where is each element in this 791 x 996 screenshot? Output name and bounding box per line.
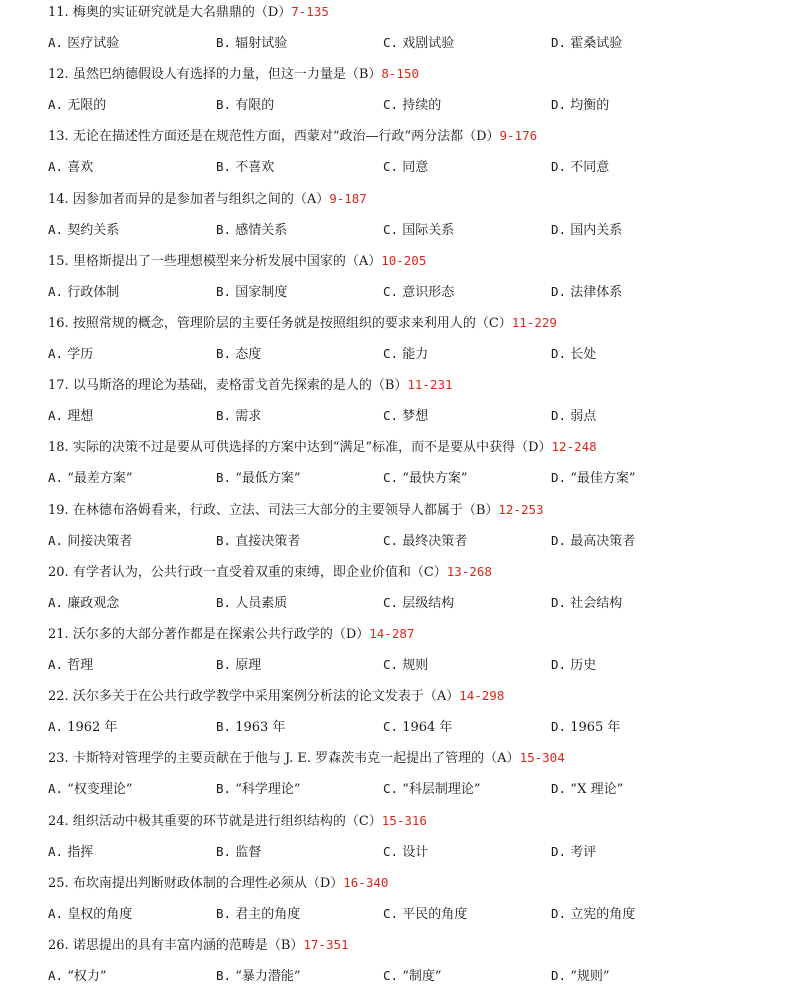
option-a [48, 94, 106, 116]
option-letter: C. [383, 470, 399, 486]
option-a [48, 778, 133, 800]
option-letter: A. [48, 283, 64, 299]
option-letter: A. [48, 781, 64, 797]
option-text: 监督 [235, 844, 262, 860]
option-c [383, 841, 428, 863]
option-letter: B. [216, 159, 232, 175]
option-text: 有限的 [235, 98, 275, 114]
question-text: 诺思提出的具有丰富内涵的范畴是（B） [72, 938, 304, 953]
question-stem [48, 436, 597, 458]
option-text: 层级结构 [402, 595, 455, 611]
question-number: 12 [48, 67, 65, 83]
question-number-dot: . [64, 5, 73, 20]
option-letter: B. [216, 283, 232, 299]
option-letter: C. [383, 346, 399, 361]
question-stem [48, 561, 492, 583]
option-d [551, 530, 635, 552]
question-stem [48, 250, 426, 272]
question-block [0, 125, 791, 187]
question-text: 无论在描述性方面还是在规范性方面，西蒙对“政治—行政”两分法都（D） [72, 129, 500, 145]
option-a [48, 281, 119, 303]
question-number-dot: . [64, 67, 73, 83]
option-text: 社会结构 [570, 595, 623, 611]
question-text: 实际的决策不过是要从可供选择的方案中达到“满足”标准，而不是要从中获得（D） [72, 440, 552, 456]
option-letter: A. [48, 657, 64, 672]
option-b [216, 343, 261, 365]
option-a [48, 903, 132, 925]
option-c [383, 530, 467, 552]
question-text: 沃尔多关于在公共行政学教学中采用案例分析法的论文发表于（A） [72, 689, 460, 705]
option-text: “最佳方案” [570, 471, 636, 487]
option-letter: A. [48, 35, 64, 50]
option-text: 戏剧试验 [402, 36, 455, 51]
page-reference: 15-304 [519, 750, 565, 766]
option-text: “最快方案” [402, 471, 468, 487]
question-text: 有学者认为，公共行政一直受着双重的束缚，即企业价值和（C） [72, 564, 447, 580]
option-letter: C. [383, 843, 399, 859]
option-letter: D. [551, 408, 567, 424]
page-reference: 8-150 [381, 66, 420, 82]
option-text: “权力” [67, 969, 107, 984]
option-letter: D. [551, 594, 567, 610]
option-d [551, 405, 596, 427]
option-letter: B. [216, 781, 232, 797]
question-block [0, 436, 791, 498]
option-letter: C. [383, 35, 399, 50]
option-text: “权变理论” [67, 782, 133, 798]
option-text: 辐射试验 [235, 36, 288, 51]
question-block [0, 561, 791, 623]
option-text: 国家制度 [235, 284, 288, 300]
question-number-dot: . [64, 316, 73, 331]
question-block [0, 312, 791, 374]
option-c [383, 94, 441, 116]
option-d [551, 841, 596, 863]
option-b [216, 467, 301, 489]
option-text: 行政体制 [67, 284, 120, 300]
page-reference: 11-231 [407, 377, 453, 393]
option-text: 最终决策者 [402, 533, 468, 549]
option-text: 间接决策者 [67, 533, 133, 549]
option-letter: A. [48, 221, 64, 237]
option-text: 原理 [235, 658, 262, 673]
question-stem [48, 312, 557, 334]
question-number-dot: . [64, 938, 73, 953]
option-a [48, 32, 119, 54]
option-letter: C. [383, 408, 399, 424]
question-number-dot: . [64, 378, 73, 394]
option-letter: A. [48, 968, 64, 983]
page-reference: 14-298 [459, 688, 505, 704]
option-text: 1964 年 [402, 720, 453, 736]
question-text: 组织活动中极其重要的环节就是进行组织结构的（C） [72, 813, 382, 829]
option-text: “最低方案” [235, 471, 301, 487]
option-letter: A. [48, 532, 64, 548]
option-a [48, 841, 93, 863]
option-text: 喜欢 [67, 160, 94, 176]
option-letter: A. [48, 843, 64, 859]
question-block [0, 872, 791, 934]
question-number: 23 [48, 751, 65, 767]
question-number: 25 [48, 875, 65, 891]
option-d [551, 778, 623, 800]
option-text: 感情关系 [235, 222, 288, 238]
option-text: “规则” [570, 969, 610, 984]
option-letter: C. [383, 719, 399, 735]
option-a [48, 654, 93, 676]
option-text: 无限的 [67, 98, 107, 114]
option-text: “制度” [402, 969, 442, 984]
option-letter: C. [383, 221, 399, 237]
option-b [216, 32, 287, 54]
option-letter: C. [383, 968, 399, 983]
option-c [383, 405, 428, 427]
option-letter: A. [48, 159, 64, 175]
question-text: 虽然巴纳德假设人有选择的力量，但这一力量是（B） [72, 67, 382, 83]
question-stem [48, 125, 537, 147]
option-letter: B. [216, 470, 232, 486]
option-a [48, 530, 132, 552]
option-d [551, 716, 620, 738]
question-stem [48, 747, 565, 769]
option-b [216, 530, 300, 552]
option-b [216, 405, 261, 427]
option-text: 考评 [570, 844, 597, 860]
option-letter: B. [216, 346, 232, 361]
option-text: 廉政观念 [67, 595, 120, 611]
question-stem [48, 374, 453, 396]
question-text: 在林德布洛姆看来，行政、立法、司法三大部分的主要领导人都属于（B） [72, 502, 499, 518]
option-letter: C. [383, 283, 399, 299]
option-letter: D. [551, 159, 567, 175]
option-letter: B. [216, 532, 232, 548]
question-number: 24 [48, 813, 65, 829]
option-text: 学历 [67, 347, 94, 362]
option-letter: C. [383, 532, 399, 548]
option-text: “最差方案” [67, 471, 133, 487]
option-text: 意识形态 [402, 284, 455, 300]
option-letter: D. [551, 905, 567, 921]
option-letter: D. [551, 781, 567, 797]
option-letter: D. [551, 657, 567, 672]
question-stem [48, 934, 349, 956]
option-letter: A. [48, 97, 64, 113]
option-letter: A. [48, 905, 64, 921]
option-letter: A. [48, 408, 64, 424]
option-a [48, 965, 107, 987]
option-text: “X 理论” [570, 782, 624, 798]
option-text: “科学理论” [235, 782, 301, 798]
question-number-dot: . [64, 440, 73, 456]
option-letter: B. [216, 719, 232, 735]
question-stem [48, 499, 544, 521]
option-a [48, 716, 117, 738]
option-text: 需求 [235, 409, 262, 425]
option-letter: B. [216, 35, 232, 50]
option-b [216, 903, 300, 925]
question-number: 13 [48, 129, 65, 145]
option-c [383, 903, 467, 925]
option-text: 医疗试验 [67, 36, 120, 51]
question-number: 26 [48, 938, 65, 953]
option-letter: A. [48, 719, 64, 735]
question-block [0, 934, 791, 996]
option-text: 直接决策者 [235, 533, 301, 549]
option-b [216, 841, 261, 863]
option-letter: D. [551, 346, 567, 361]
question-stem [48, 1, 329, 23]
option-text: 最高决策者 [570, 533, 636, 549]
question-text: 以马斯洛的理论为基础，麦格雷戈首先探索的是人的（B） [72, 378, 408, 394]
question-number: 16 [48, 316, 65, 331]
question-block [0, 63, 791, 125]
question-block [0, 810, 791, 872]
option-letter: D. [551, 719, 567, 735]
option-b [216, 219, 287, 241]
option-letter: D. [551, 470, 567, 486]
option-d [551, 343, 596, 365]
option-d [551, 156, 609, 178]
question-number-dot: . [64, 129, 73, 145]
question-stem [48, 188, 367, 210]
question-number: 15 [48, 253, 65, 269]
question-number-dot: . [64, 875, 73, 891]
question-block [0, 499, 791, 561]
option-b [216, 778, 301, 800]
option-text: 能力 [402, 347, 429, 362]
option-text: 1962 年 [67, 720, 118, 736]
option-a [48, 156, 93, 178]
option-letter: C. [383, 159, 399, 175]
option-d [551, 94, 609, 116]
question-stem [48, 810, 427, 832]
option-b [216, 592, 287, 614]
option-letter: B. [216, 221, 232, 237]
option-letter: B. [216, 97, 232, 113]
page-reference: 11-229 [511, 315, 557, 330]
question-stem [48, 872, 388, 894]
option-a [48, 405, 93, 427]
option-letter: B. [216, 905, 232, 921]
option-text: 君主的角度 [235, 906, 301, 922]
question-number: 14 [48, 191, 65, 207]
option-c [383, 467, 468, 489]
option-text: 均衡的 [570, 98, 610, 114]
option-a [48, 343, 93, 365]
option-text: 长处 [570, 347, 597, 362]
option-text: 1965 年 [570, 720, 621, 736]
option-letter: D. [551, 221, 567, 237]
question-number: 18 [48, 440, 65, 456]
option-d [551, 903, 635, 925]
question-stem [48, 63, 419, 85]
option-text: 哲理 [67, 658, 94, 673]
option-a [48, 467, 133, 489]
option-letter: B. [216, 843, 232, 859]
option-letter: D. [551, 532, 567, 548]
option-letter: A. [48, 594, 64, 610]
option-text: 弱点 [570, 409, 597, 425]
question-number: 17 [48, 378, 65, 394]
option-letter: B. [216, 968, 232, 983]
option-letter: C. [383, 97, 399, 113]
option-letter: B. [216, 594, 232, 610]
question-block [0, 623, 791, 685]
option-b [216, 94, 274, 116]
option-c [383, 654, 428, 676]
option-c [383, 592, 454, 614]
question-number-dot: . [64, 253, 73, 269]
question-number-dot: . [64, 564, 73, 580]
option-text: “科层制理论” [402, 782, 481, 798]
question-block [0, 250, 791, 312]
option-text: 同意 [402, 160, 429, 176]
option-text: 霍桑试验 [570, 36, 623, 51]
option-b [216, 965, 301, 987]
option-text: 持续的 [402, 98, 442, 114]
option-c [383, 156, 428, 178]
option-text: 1963 年 [235, 720, 286, 736]
question-number-dot: . [64, 191, 73, 207]
option-letter: A. [48, 470, 64, 486]
question-text: 梅奥的实证研究就是大名鼎鼎的（D） [72, 5, 292, 20]
question-text: 里格斯提出了一些理想模型来分析发展中国家的（A） [72, 253, 382, 269]
option-text: “暴力潜能” [235, 969, 301, 984]
question-number-dot: . [64, 627, 73, 642]
page-reference: 7-135 [291, 4, 329, 19]
option-b [216, 281, 287, 303]
option-d [551, 219, 622, 241]
option-text: 国内关系 [570, 222, 623, 238]
option-c [383, 281, 454, 303]
page-reference: 14-287 [369, 626, 415, 641]
question-block [0, 1, 791, 63]
option-text: 皇权的角度 [67, 906, 133, 922]
page-reference: 12-253 [498, 501, 544, 517]
option-d [551, 592, 622, 614]
option-letter: B. [216, 657, 232, 672]
question-number: 20 [48, 564, 65, 580]
option-d [551, 654, 596, 676]
option-text: 国际关系 [402, 222, 455, 238]
option-c [383, 778, 481, 800]
option-letter: D. [551, 968, 567, 983]
page-reference: 10-205 [381, 252, 427, 268]
option-text: 不同意 [570, 160, 610, 176]
question-number: 22 [48, 689, 65, 705]
option-text: 理想 [67, 409, 94, 425]
option-b [216, 654, 261, 676]
page-reference: 13-268 [446, 563, 492, 579]
option-letter: B. [216, 408, 232, 424]
option-text: 不喜欢 [235, 160, 275, 176]
question-text: 布坎南提出判断财政体制的合理性必须从（D） [72, 875, 344, 891]
page-reference: 15-316 [381, 812, 427, 828]
option-text: 法律体系 [570, 284, 623, 300]
option-letter: C. [383, 781, 399, 797]
question-number: 19 [48, 502, 65, 518]
option-c [383, 716, 452, 738]
page-reference: 9-176 [499, 128, 538, 144]
page-reference: 12-248 [551, 439, 597, 455]
question-number: 21 [48, 627, 65, 642]
option-d [551, 965, 610, 987]
option-c [383, 965, 442, 987]
question-number: 11 [48, 5, 65, 20]
option-c [383, 219, 454, 241]
option-b [216, 716, 285, 738]
option-text: 历史 [570, 658, 597, 673]
question-number-dot: . [64, 813, 73, 829]
option-b [216, 156, 274, 178]
option-d [551, 467, 636, 489]
question-block [0, 747, 791, 809]
option-letter: D. [551, 35, 567, 50]
option-text: 人员素质 [235, 595, 288, 611]
page-reference: 17-351 [303, 937, 349, 952]
option-letter: C. [383, 905, 399, 921]
option-d [551, 281, 622, 303]
question-number-dot: . [64, 689, 73, 705]
option-text: 设计 [402, 844, 429, 860]
option-text: 指挥 [67, 844, 94, 860]
option-letter: C. [383, 594, 399, 610]
page-reference: 9-187 [329, 190, 367, 206]
option-text: 立宪的角度 [570, 906, 636, 922]
question-stem [48, 623, 414, 645]
option-c [383, 32, 454, 54]
question-block [0, 374, 791, 436]
question-text: 卡斯特对管理学的主要贡献在于他与 J. E. 罗森茨韦克一起提出了管理的（A） [72, 751, 520, 767]
question-block [0, 685, 791, 747]
question-text: 沃尔多的大部分著作都是在探索公共行政学的（D） [72, 627, 370, 642]
option-c [383, 343, 428, 365]
option-a [48, 592, 119, 614]
question-text: 按照常规的概念，管理阶层的主要任务就是按照组织的要求来利用人的（C） [72, 316, 512, 331]
option-text: 梦想 [402, 409, 429, 425]
question-number-dot: . [64, 502, 73, 518]
option-text: 契约关系 [67, 222, 120, 238]
option-text: 规则 [402, 658, 429, 673]
page-reference: 16-340 [343, 874, 389, 890]
question-stem [48, 685, 504, 707]
option-letter: C. [383, 657, 399, 672]
question-text: 因参加者而异的是参加者与组织之间的（A） [72, 191, 330, 207]
question-block [0, 188, 791, 250]
option-letter: D. [551, 97, 567, 113]
option-a [48, 219, 119, 241]
option-letter: A. [48, 346, 64, 361]
question-number-dot: . [64, 751, 73, 767]
option-d [551, 32, 622, 54]
option-letter: D. [551, 283, 567, 299]
option-letter: D. [551, 843, 567, 859]
option-text: 态度 [235, 347, 262, 362]
option-text: 平民的角度 [402, 906, 468, 922]
